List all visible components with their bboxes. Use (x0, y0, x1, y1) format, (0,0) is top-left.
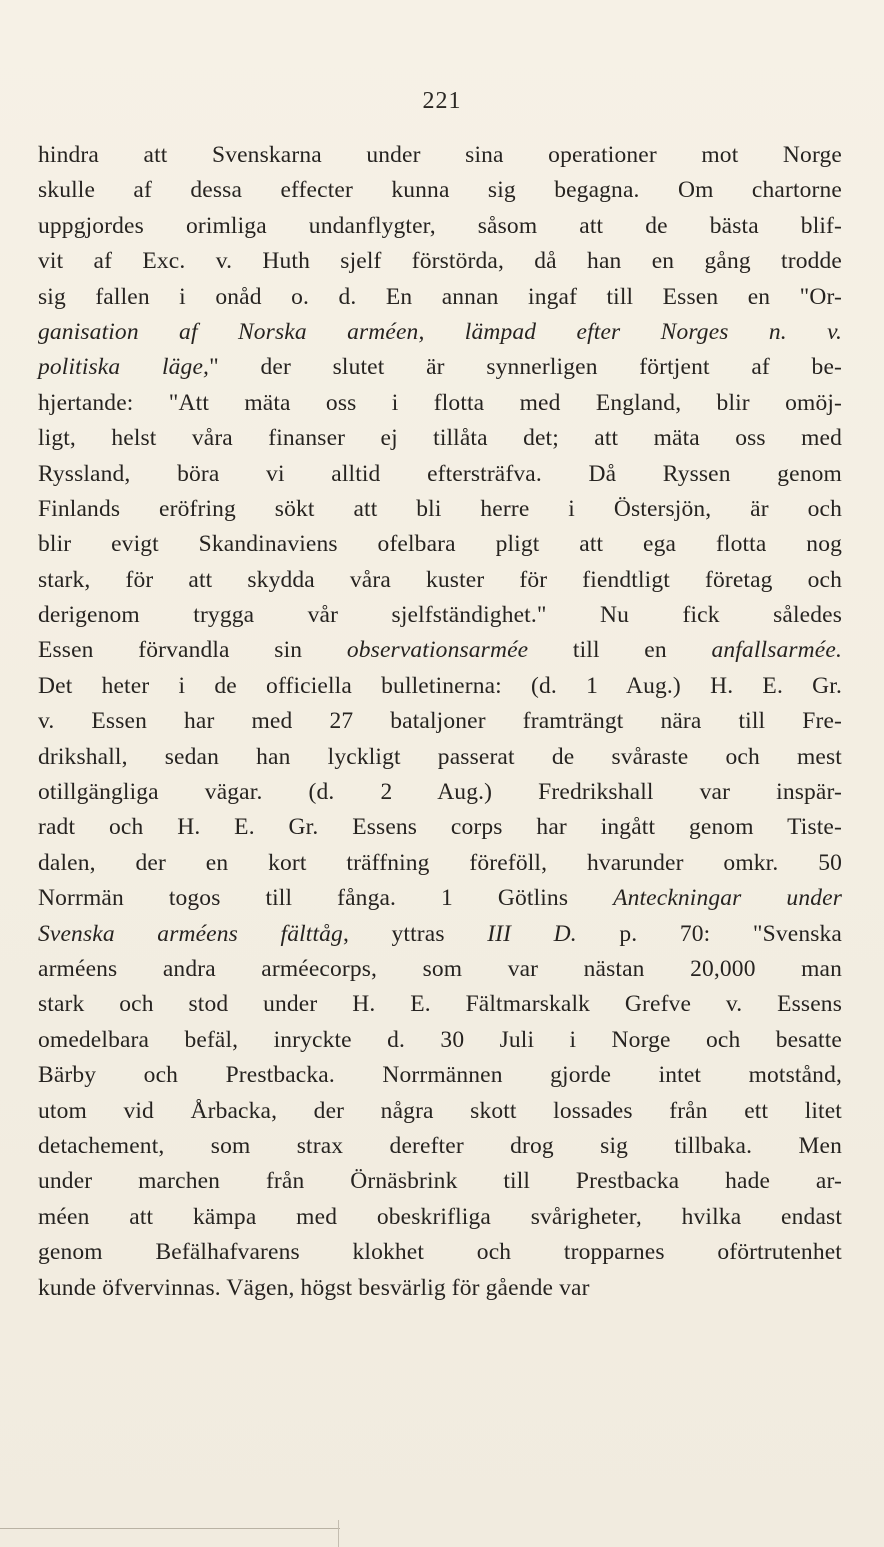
text-segment: utom vid Årbacka, der några skott lossades från ett litet (38, 1097, 842, 1124)
body-text (38, 138, 842, 1306)
text-segment: drikshall, sedan han lyckligt passerat de svåraste och mest (38, 743, 842, 770)
text-line (38, 669, 842, 704)
text-line (38, 457, 842, 492)
text-line (38, 1094, 842, 1129)
text-segment: " der slutet är synnerligen förtjent af be- (209, 354, 843, 381)
text-line (38, 138, 842, 173)
text-segment: blir evigt Skandinaviens ofelbara pligt att ega flotta nog (38, 531, 842, 558)
text-line (38, 1023, 842, 1058)
text-line (38, 1235, 842, 1270)
text-line (38, 280, 842, 315)
text-segment: till en (528, 637, 712, 664)
italic-text-segment: III D. (487, 920, 577, 947)
text-segment: arméens andra arméecorps, som var nästan 20,000 man (38, 955, 842, 982)
text-segment: Norrmän togos till fånga. 1 Götlins (38, 885, 614, 912)
italic-text-segment: politiska läge, (38, 354, 210, 381)
text-segment: , yttras (342, 920, 488, 947)
text-segment: méen att kämpa med obeskrifliga svårigheter, hvilka endast (38, 1203, 842, 1230)
text-line (38, 563, 842, 598)
bottom-edge-tick (338, 1520, 339, 1547)
text-line (38, 315, 842, 350)
text-segment: under marchen från Örnäsbrink till Prestbacka hade ar- (38, 1168, 842, 1195)
text-line (38, 704, 842, 739)
text-segment: genom Befälhafvarens klokhet och tropparnes oförtrutenhet (38, 1239, 842, 1266)
text-segment: v. Essen har med 27 bataljoner framträngt nära till Fre- (38, 708, 842, 735)
text-line (38, 527, 842, 562)
text-segment: sig fallen i onåd o. d. En annan ingaf till Essen en "Or- (38, 283, 842, 310)
text-line (38, 775, 842, 810)
text-segment: ligt, helst våra finanser ej tillåta det; att mäta oss med (38, 425, 842, 452)
text-segment: stark, för att skydda våra kuster för fiendtligt företag och (38, 566, 842, 593)
text-line (38, 633, 842, 668)
text-line (38, 173, 842, 208)
text-line (38, 881, 842, 916)
text-segment: stark och stod under H. E. Fältmarskalk Grefve v. Essens (38, 991, 842, 1018)
text-segment: kunde öfvervinnas. Vägen, högst besvärlig för gående var (38, 1274, 590, 1301)
text-line (38, 492, 842, 527)
text-segment: radt och H. E. Gr. Essens corps har ingått genom Tiste- (38, 814, 842, 841)
text-segment: Bärby och Prestbacka. Norrmännen gjorde intet motstånd, (38, 1062, 842, 1089)
bottom-edge-rule (0, 1528, 340, 1529)
text-line (38, 350, 842, 385)
text-line (38, 952, 842, 987)
text-segment: Ryssland, böra vi alltid eftersträfva. Då Ryssen genom (38, 460, 842, 487)
text-segment: skulle af dessa effecter kunna sig begagna. Om chartorne (38, 177, 842, 204)
text-line (38, 1271, 842, 1306)
text-segment: omedelbara befäl, inryckte d. 30 Juli i Norge och besatte (38, 1026, 842, 1053)
text-line (38, 386, 842, 421)
text-line (38, 740, 842, 775)
text-line (38, 1164, 842, 1199)
text-line (38, 1129, 842, 1164)
text-segment: Essen förvandla sin (38, 637, 347, 664)
text-segment: Finlands eröfring sökt att bli herre i Östersjön, är och (38, 495, 842, 522)
italic-text-segment: ganisation af Norska arméen, lämpad efter Norges n. v. (38, 318, 842, 345)
text-segment: hindra att Svenskarna under sina operationer mot Norge (38, 142, 842, 168)
italic-text-segment: anfallsarmée. (711, 637, 842, 664)
text-line (38, 846, 842, 881)
text-line (38, 598, 842, 633)
italic-text-segment: Svenska arméens fälttåg (38, 920, 343, 947)
text-segment: vit af Exc. v. Huth sjelf förstörda, då han en gång trodde (38, 248, 842, 275)
italic-text-segment: observationsarmée (346, 637, 529, 664)
text-line (38, 421, 842, 456)
text-line (38, 917, 842, 952)
text-segment: hjertande: "Att mäta oss i flotta med England, blir omöj- (38, 389, 842, 416)
italic-text-segment: Anteckningar under (613, 885, 842, 912)
text-segment: detachement, som strax derefter drog sig tillbaka. Men (38, 1132, 842, 1159)
text-line (38, 1200, 842, 1235)
text-line (38, 987, 842, 1022)
text-line (38, 244, 842, 279)
text-segment: Det heter i de officiella bulletinerna: (d. 1 Aug.) H. E. Gr. (38, 672, 842, 699)
text-line (38, 209, 842, 244)
text-segment: p. 70: "Svenska (576, 920, 843, 947)
text-segment: otillgängliga vägar. (d. 2 Aug.) Fredrikshall var inspär- (38, 779, 842, 806)
text-line (38, 810, 842, 845)
text-segment: derigenom trygga vår sjelfständighet." Nu fick således (38, 602, 842, 629)
page-number: 221 (422, 88, 462, 114)
text-segment: dalen, der en kort träffning föreföll, hvarunder omkr. 50 (38, 849, 842, 876)
text-line (38, 1058, 842, 1093)
text-segment: uppgjordes orimliga undanflygter, såsom att de bästa blif- (38, 212, 842, 239)
